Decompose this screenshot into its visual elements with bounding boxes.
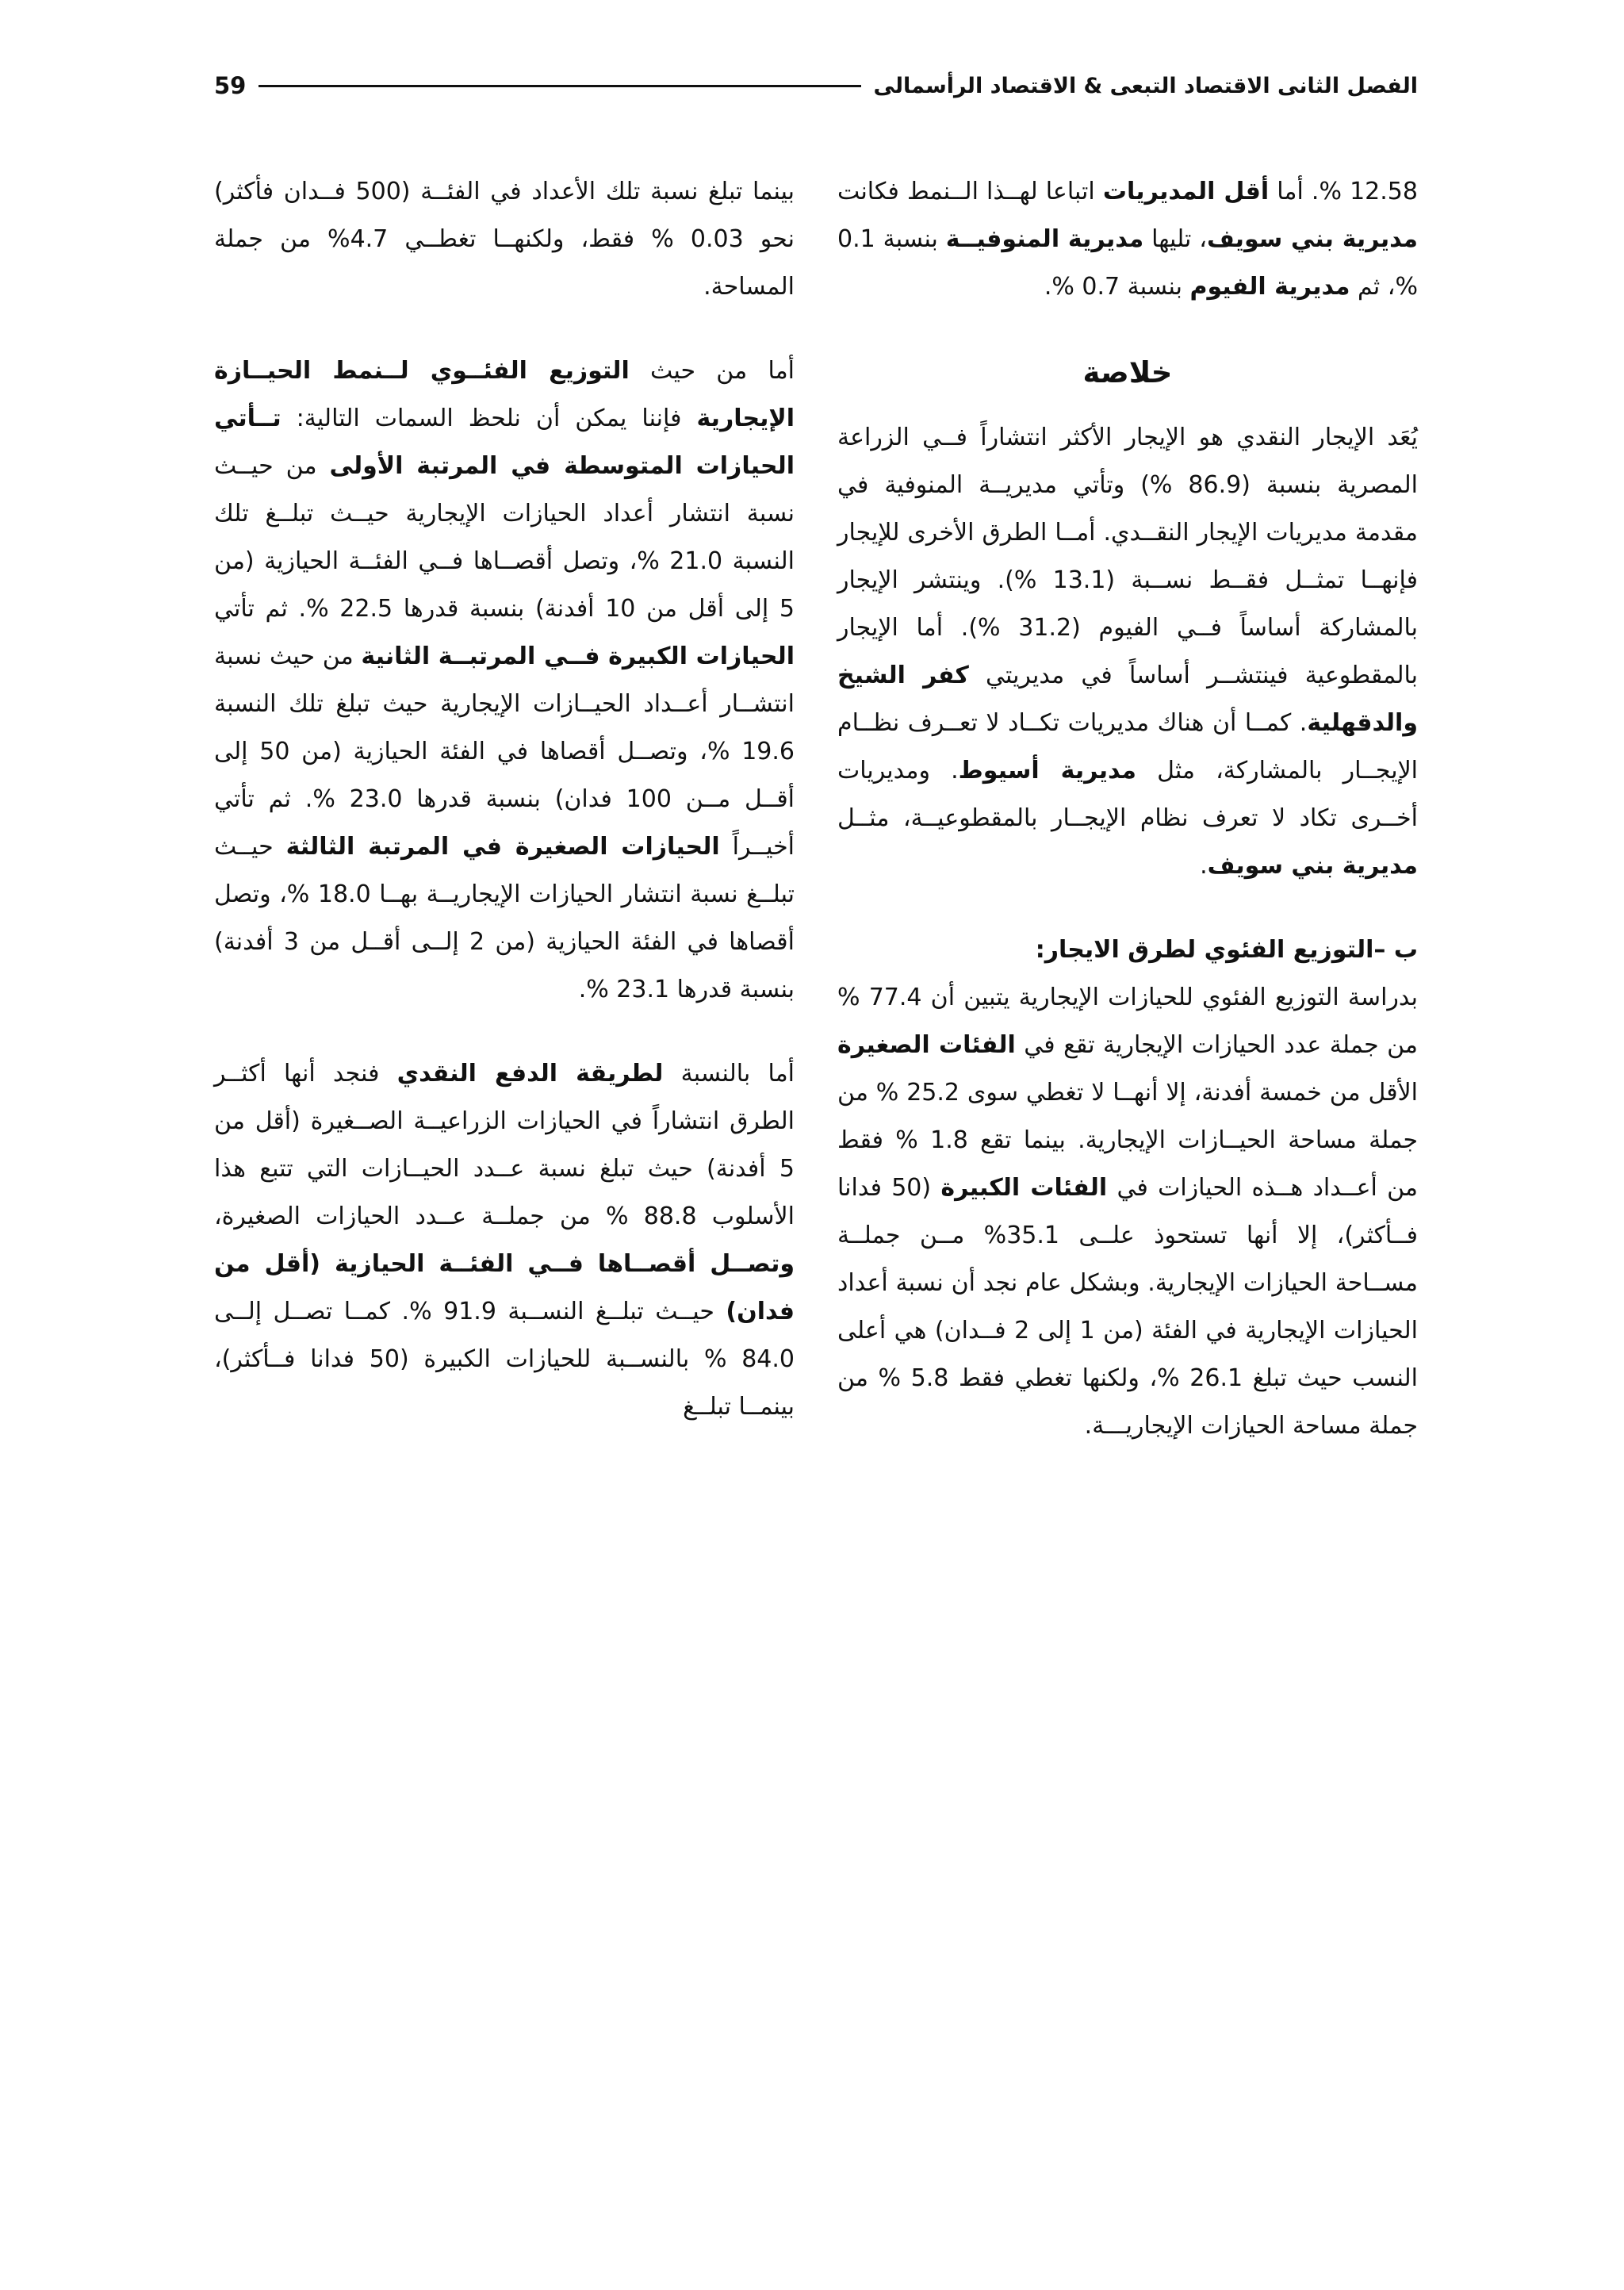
cash-payment-paragraph: أما بالنسبة لطريقة الدفع النقدي فنجد أنها أكثــر الطرق انتشاراً في الحيازات الزراعيــة الصــغيرة (أقل من 5 أفدنة) حيث تبلغ نسبة عــدد الحيــازات التي تتبع هذا الأسلوب 88.8 % من جملــة عــدد الحيازات الصغيرة، وتصــل أقصــاها فــي الفئــة الحيازية (أقل من فدان) حيــث تبلــغ النســبة 91.9 %. كمــا تصــل إلــى 84.0 % بالنســبة للحيازات الكبيرة (50 فدانا فــأكثر)، بينمــا تبلــغ xyxy=(214,1060,795,1421)
running-header xyxy=(214,70,1418,102)
summary-heading: خلاصة xyxy=(1082,355,1173,389)
header-rule xyxy=(259,85,860,87)
paragraph-continuation-left: بينما تبلغ نسبة تلك الأعداد في الفئــة (500 فــدان فأكثر) نحو 0.03 % فقط، ولكنهــا تغطــي 4.7% من جملة المساحة. xyxy=(214,178,795,301)
left-column xyxy=(214,168,795,1467)
section-subheading: ب –التوزيع الفئوي لطرق الايجار: xyxy=(1035,936,1418,964)
page-number: 59 xyxy=(214,72,247,99)
chapter-title: الفصل الثانى الاقتصاد التبعى & الاقتصاد الرأسمالى xyxy=(873,73,1418,98)
right-column xyxy=(837,168,1418,1486)
summary-paragraph: يُعَد الإيجار النقدي هو الإيجار الأكثر انتشاراً فــي الزراعة المصرية بنسبة (86.9 %) وتأتي مديريــة المنوفية في مقدمة مديريات الإيجار النقــدي. أمــا الطرق الأخرى للإيجار فإنهــا تمثــل فقــط نســبة (13.1 %). وينتشر الإيجار بالمشاركة أساساً فــي الفيوم (31.2 %). أما الإيجار بالمقطوعية فينتشــر أساساً في مديريتي كفر الشيخ والدقهلية. كمــا أن هناك مديريات تكــاد لا تعــرف نظــام الإيجــار بالمشاركة، مثل مديرية أسيوط. ومديريات أخــرى تكاد لا تعرف نظام الإيجــار بالمقطوعيــة، مثــل مديرية بني سويف. xyxy=(837,424,1419,880)
paragraph-continuation: 12.58 %. أما أقل المديريات اتباعا لهــذا الــنمط فكانت مديرية بني سويف، تليها مديرية المنوفيــة بنسبة 0.1 %، ثم مديرية الفيوم بنسبة 0.7 %. xyxy=(837,178,1418,301)
tenure-distribution-paragraph: أما من حيث التوزيع الفئــوي لــنمط الحيــازة الإيجارية فإننا يمكن أن نلحظ السمات التالية: تــأتي الحيازات المتوسطة في المرتبة الأولى من حيــث نسبة انتشار أعداد الحيازات الإيجارية حيــث تبلــغ تلك النسبة 21.0 %، وتصل أقصــاها فــي الفئــة الحيازية (من 5 إلى أقل من 10 أفدنة) بنسبة قدرها 22.5 %. ثم تأتي الحيازات الكبيرة فــي المرتبــة الثانية من حيث نسبة انتشــار أعــداد الحيــازات الإيجارية حيث تبلغ تلك النسبة 19.6 %، وتصــل أقصاها في الفئة الحيازية (من 50 إلى أقــل مــن 100 فدان) بنسبة قدرها 23.0 %. ثم تأتي أخيــراً الحيازات الصغيرة في المرتبة الثالثة حيــث تبلــغ نسبة انتشار الحيازات الإيجاريــة بهــا 18.0 %، وتصل أقصاها في الفئة الحيازية (من 2 إلــى أقــل من 3 أفدنة) بنسبة قدرها 23.1 %. xyxy=(214,357,795,1003)
category-distribution-paragraph: بدراسة التوزيع الفئوي للحيازات الإيجارية يتبين أن 77.4 % من جملة عدد الحيازات الإيجارية تقع في الفئات الصغيرة الأقل من خمسة أفدنة، إلا أنهــا لا تغطي سوى 25.2 % من جملة مساحة الحيــازات الإيجارية. بينما تقع 1.8 % فقط من أعــداد هــذه الحيازات في الفئات الكبيرة (50 فدانا فــأكثر)، إلا أنها تستحوذ علــى 35.1% مــن جملــة مســاحة الحيازات الإيجارية. وبشكل عام نجد أن نسبة أعداد الحيازات الإيجارية في الفئة (من 1 إلى 2 فــدان) هي أعلى النسب حيث تبلغ 26.1 %، ولكنها تغطي فقط 5.8 % من جملة مساحة الحيازات الإيجاريـــة. xyxy=(837,984,1419,1440)
